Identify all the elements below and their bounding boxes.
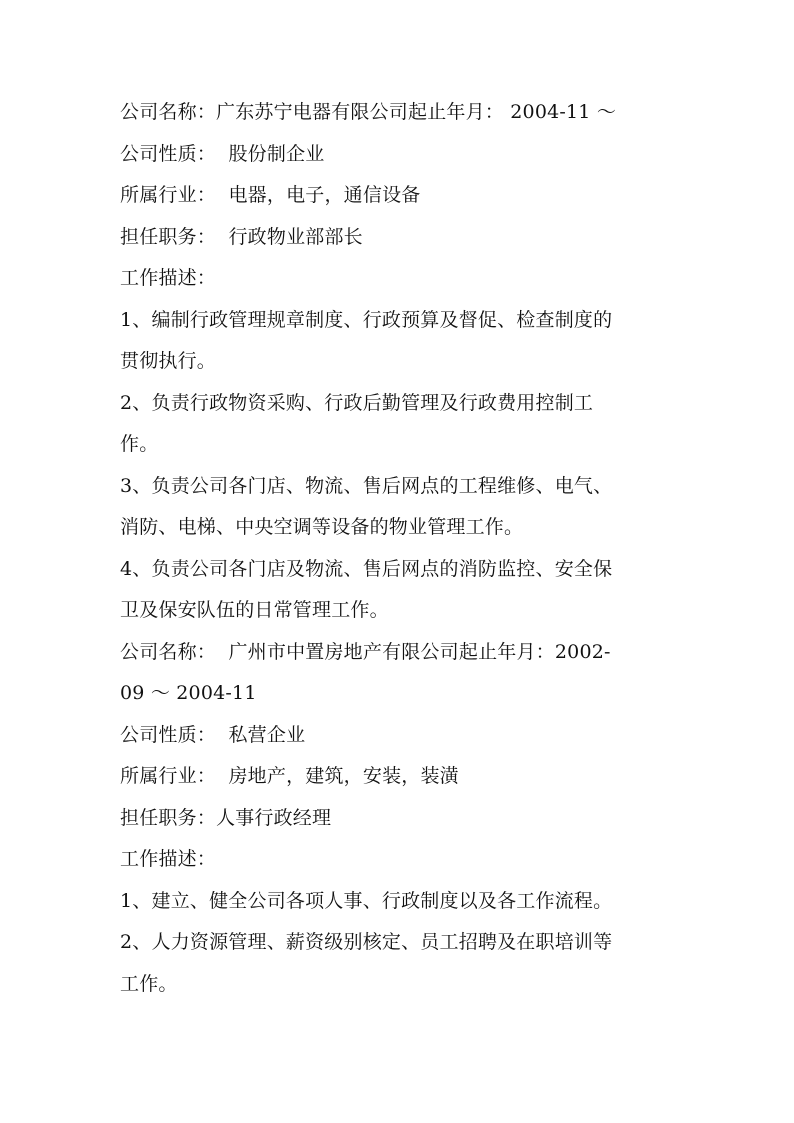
duty-4-line-2: 卫及保安队伍的日常管理工作。 — [120, 599, 389, 621]
position-line-1: 担任职务： 行政物业部部长 — [120, 225, 363, 248]
document-page — [120, 92, 680, 1005]
duty-1-line-1: 1、编制行政管理规章制度、行政预算及督促、检查制度的 — [120, 308, 613, 331]
company-name-line-1: 公司名称：广东苏宁电器有限公司起止年月： 2004-11 ～ — [120, 101, 617, 123]
industry-line-2: 所属行业： 房地产，建筑，安装，装潢 — [120, 765, 459, 787]
company-type-line-2: 公司性质： 私营企业 — [120, 723, 306, 746]
duty-3-line-1: 3、负责公司各门店、物流、售后网点的工程维修、电气、 — [120, 474, 613, 497]
duty-1-line-2: 贯彻执行。 — [120, 350, 217, 372]
job-description-heading-1: 工作描述： — [120, 267, 217, 289]
position-line-2: 担任职务：人事行政经理 — [120, 806, 332, 829]
company-type-line-1: 公司性质： 股份制企业 — [120, 142, 325, 165]
job-description-heading-2: 工作描述： — [120, 848, 217, 870]
duty-4-line-1: 4、负责公司各门店及物流、售后网点的消防监控、安全保 — [120, 557, 613, 580]
duty-5-line-1: 1、建立、健全公司各项人事、行政制度以及各工作流程。 — [120, 889, 613, 912]
company-name-line-2: 公司名称： 广州市中置房地产有限公司起止年月：2002- — [120, 640, 611, 663]
duty-2-line-1: 2、负责行政物资采购、行政后勤管理及行政费用控制工 — [120, 391, 594, 414]
duty-2-line-2: 作。 — [120, 433, 159, 455]
employment-period-line-2: 09 ～ 2004-11 — [120, 682, 257, 704]
duty-6-line-2: 工作。 — [120, 972, 178, 995]
duty-6-line-1: 2、人力资源管理、薪资级别核定、员工招聘及在职培训等 — [120, 931, 613, 953]
duty-3-line-2: 消防、电梯、中央空调等设备的物业管理工作。 — [120, 516, 524, 538]
industry-line-1: 所属行业： 电器，电子，通信设备 — [120, 184, 421, 206]
